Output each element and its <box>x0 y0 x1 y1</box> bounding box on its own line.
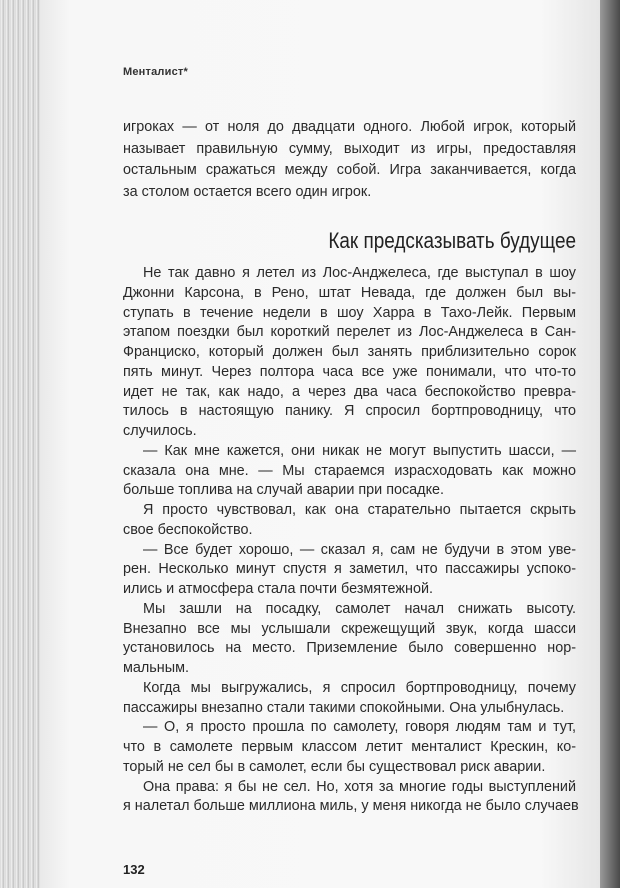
text-line: пассажиры внезапно стали такими спокойными. Она улыбнулась. <box>123 699 565 716</box>
running-head: Менталист* <box>123 66 188 78</box>
text-line: случилось. <box>123 423 197 439</box>
text-line: Когда мы выгружались, я спросил бортпроводницу, почему <box>143 679 576 696</box>
text-line: Внезапно все мы услышали скрежещущий звук, когда шасси <box>123 620 576 637</box>
body-text <box>123 264 579 817</box>
section-title: Как предсказывать будущее <box>328 228 576 253</box>
text-line: за столом остается всего один игрок. <box>123 183 372 200</box>
text-line: идет не так, как надо, а через два часа беспокойство превра- <box>123 383 576 400</box>
text-line: сказала она мне. — Мы стараемся израсходовать как можно <box>123 462 576 479</box>
text-line: остальным сражаться между собой. Игра заканчивается, когда <box>123 162 576 178</box>
text-line: Джонни Карсона, в Рено, штат Невада, где должен был вы- <box>123 284 576 301</box>
text-line: — О, я просто прошла по самолету, говоря людям там и тут, <box>143 719 576 736</box>
text-line: ступать в течение недели в шоу Харра в Тахо-Лейк. Первым <box>123 304 576 321</box>
text-line: торый не сел бы в самолет, если бы существовал риск аварии. <box>123 758 546 775</box>
text-line: Она права: я бы не сел. Но, хотя за многие годы выступлений <box>143 778 576 795</box>
text-line: Я просто чувствовал, как она старательно пытается скрыть <box>143 502 576 518</box>
text-line: этапом поездки был короткий перелет из Лос-Анджелеса в Сан- <box>123 324 576 341</box>
page-shadow-edge <box>600 0 620 888</box>
text-line: Франциско, который должен был занять приблизительно сорок <box>123 344 576 360</box>
page-number: 132 <box>123 862 145 877</box>
text-line: мальным. <box>123 660 189 676</box>
text-line: Мы зашли на посадку, самолет начал снижать высоту. <box>143 600 576 617</box>
text-line: установилось на место. Приземление было совершенно нор- <box>123 640 576 657</box>
text-line: игроках — от ноля до двадцати одного. Любой игрок, который <box>123 119 576 135</box>
text-line: что в самолете первым классом летит менталист Крескин, ко- <box>123 739 576 755</box>
text-line: свое беспокойство. <box>123 521 253 538</box>
text-line: — Как мне кажется, они никак не могут выпустить шасси, — <box>143 442 576 459</box>
text-line: тилось в настоящую панику. Я спросил бортпроводницу, что <box>123 403 576 420</box>
text-line: — Все будет хорошо, — сказал я, сам не будучи в этом уве- <box>143 541 576 558</box>
text-line: называет правильную сумму, выходит из игры, предоставляя <box>123 140 576 157</box>
text-line: пять минут. Через полтора часа все уже понимали, что что-то <box>123 363 576 380</box>
text-line: больше топлива на случай аварии при посадке. <box>123 482 445 499</box>
text-line: Не так давно я летел из Лос-Анджелеса, где выступал в шоу <box>143 265 576 281</box>
text-line: рен. Несколько минут спустя я заметил, что пассажиры успоко- <box>123 561 576 578</box>
text-line: ились и атмосфера стала почти безмятежной. <box>123 581 433 597</box>
text-line: я налетал больше миллиона миль, у меня никогда не было случаев <box>123 798 579 815</box>
intro-text <box>123 117 576 203</box>
